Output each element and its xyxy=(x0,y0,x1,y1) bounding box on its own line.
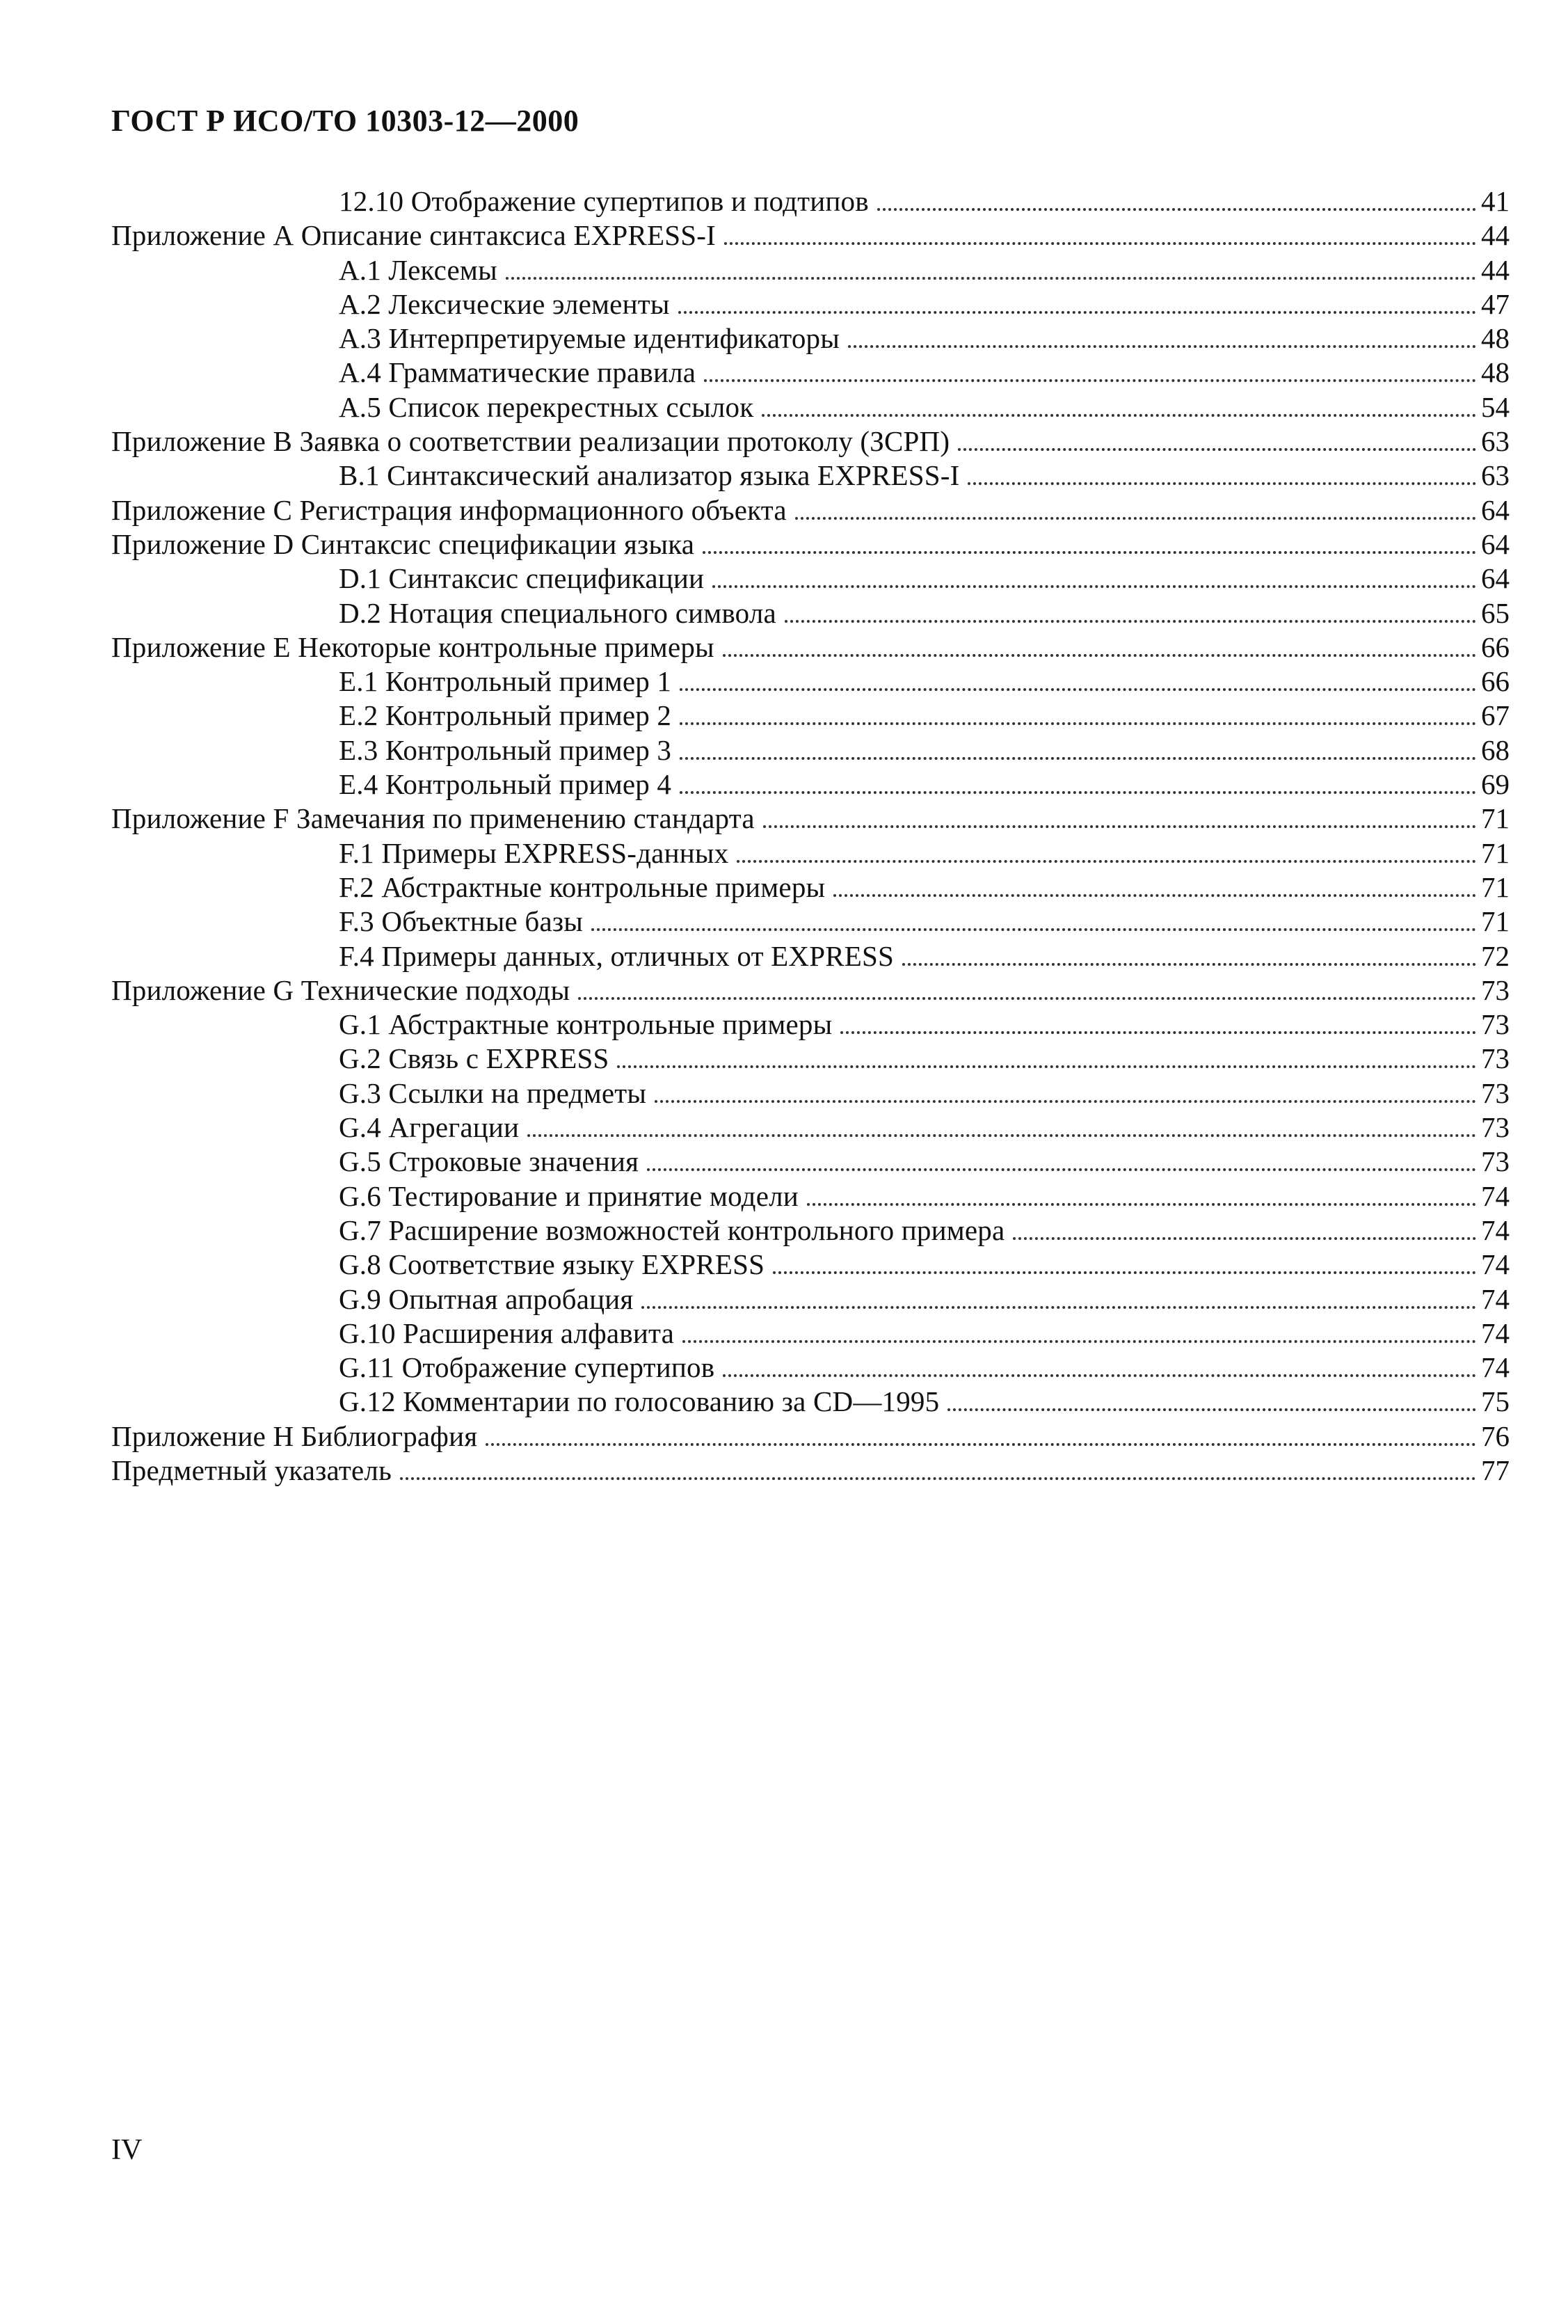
toc-entry-title: А.4 Грамматические правила xyxy=(339,356,696,389)
toc-entry-page: 44 xyxy=(1481,253,1510,286)
toc-entry-title: G.3 Ссылки на предметы xyxy=(339,1076,647,1109)
toc-entry-title: А.2 Лексические элементы xyxy=(339,287,670,320)
toc-entry xyxy=(111,596,1510,630)
toc-entry-page: 73 xyxy=(1481,1145,1510,1178)
toc-dot-leader xyxy=(506,277,1476,280)
toc-dot-leader xyxy=(724,242,1476,245)
toc-entry xyxy=(111,1419,1510,1454)
toc-entry-page: 48 xyxy=(1481,322,1510,355)
toc-entry-title: D.2 Нотация специального символа xyxy=(339,596,776,629)
toc-dot-leader xyxy=(833,894,1476,897)
toc-entry-page: 73 xyxy=(1481,1042,1510,1075)
toc-entry xyxy=(111,424,1510,459)
toc-entry xyxy=(111,836,1510,870)
toc-entry-page: 47 xyxy=(1481,287,1510,320)
toc-dot-leader xyxy=(400,1477,1476,1480)
toc-dot-leader xyxy=(1013,1237,1476,1240)
toc-entry-title: G.6 Тестирование и принятие модели xyxy=(339,1179,799,1212)
toc-entry-page: 73 xyxy=(1481,1111,1510,1144)
toc-entry xyxy=(111,562,1510,596)
toc-entry-title: В.1 Синтаксический анализатор языка EXPRESS-I xyxy=(339,459,960,492)
toc-dot-leader xyxy=(578,997,1476,1000)
toc-entry-title: А.3 Интерпретируемые идентификаторы xyxy=(339,322,840,355)
toc-entry-title: Приложение G Технические подходы xyxy=(111,973,570,1006)
toc-entry-page: 64 xyxy=(1481,562,1510,595)
toc-entry xyxy=(111,459,1510,493)
toc-dot-leader xyxy=(773,1271,1476,1274)
table-of-contents xyxy=(111,184,1510,1488)
toc-entry-title: Е.4 Контрольный пример 4 xyxy=(339,768,672,801)
toc-entry-page: 73 xyxy=(1481,1076,1510,1109)
toc-entry xyxy=(111,287,1510,321)
toc-entry-page: 48 xyxy=(1481,356,1510,389)
toc-dot-leader xyxy=(763,825,1476,828)
toc-entry-page: 71 xyxy=(1481,802,1510,835)
toc-dot-leader xyxy=(641,1306,1476,1309)
toc-entry-page: 41 xyxy=(1481,185,1510,217)
toc-entry xyxy=(111,356,1510,390)
toc-entry xyxy=(111,184,1510,218)
toc-dot-leader xyxy=(680,791,1476,794)
toc-entry-page: 77 xyxy=(1481,1454,1510,1486)
toc-entry-page: 64 xyxy=(1481,527,1510,560)
toc-entry-page: 75 xyxy=(1481,1385,1510,1418)
toc-entry-title: G.7 Расширение возможностей контрольного примера xyxy=(339,1213,1005,1246)
toc-entry xyxy=(111,802,1510,836)
toc-entry-page: 76 xyxy=(1481,1419,1510,1452)
toc-entry xyxy=(111,699,1510,733)
toc-dot-leader xyxy=(655,1100,1476,1103)
toc-entry-page: 64 xyxy=(1481,493,1510,526)
toc-entry-page: 68 xyxy=(1481,733,1510,766)
toc-entry-title: Е.1 Контрольный пример 1 xyxy=(339,665,672,698)
toc-entry xyxy=(111,1213,1510,1248)
toc-entry-title: Е.3 Контрольный пример 3 xyxy=(339,733,672,766)
toc-entry xyxy=(111,733,1510,767)
toc-entry xyxy=(111,321,1510,356)
toc-entry-page: 74 xyxy=(1481,1282,1510,1315)
toc-entry xyxy=(111,527,1510,562)
toc-entry-title: Предметный указатель xyxy=(111,1454,392,1486)
toc-dot-leader xyxy=(848,345,1476,348)
toc-entry-title: F.1 Примеры EXPRESS-данных xyxy=(339,836,729,869)
toc-entry-title: G.10 Расширения алфавита xyxy=(339,1316,675,1349)
toc-entry-page: 66 xyxy=(1481,665,1510,698)
toc-dot-leader xyxy=(703,551,1476,554)
toc-dot-leader xyxy=(486,1443,1476,1446)
toc-dot-leader xyxy=(785,620,1476,623)
toc-entry xyxy=(111,630,1510,664)
toc-entry xyxy=(111,1076,1510,1111)
toc-dot-leader xyxy=(877,208,1476,211)
document-header: ГОСТ Р ИСО/ТО 10303-12—2000 xyxy=(111,104,579,138)
toc-dot-leader xyxy=(682,1340,1476,1343)
toc-entry xyxy=(111,767,1510,802)
toc-entry xyxy=(111,1351,1510,1385)
toc-entry-title: Приложение С Регистрация информационного объекта xyxy=(111,493,787,526)
toc-entry-title: Приложение Е Некоторые контрольные примеры xyxy=(111,630,714,663)
toc-entry-title: Приложение А Описание синтаксиса EXPRESS-I xyxy=(111,219,716,252)
toc-entry-title: F.4 Примеры данных, отличных от EXPRESS xyxy=(339,939,894,972)
toc-entry-title: А.1 Лексемы xyxy=(339,253,497,286)
toc-entry-page: 66 xyxy=(1481,630,1510,663)
toc-entry-title: G.9 Опытная апробация xyxy=(339,1282,634,1315)
toc-dot-leader xyxy=(723,1374,1476,1377)
toc-entry-title: G.11 Отображение супертипов xyxy=(339,1351,715,1384)
toc-entry-title: G.1 Абстрактные контрольные примеры xyxy=(339,1008,833,1041)
toc-entry-title: G.5 Строковые значения xyxy=(339,1145,639,1178)
toc-dot-leader xyxy=(680,688,1476,691)
toc-dot-leader xyxy=(807,1203,1476,1206)
toc-entry-page: 73 xyxy=(1481,973,1510,1006)
toc-entry-page: 65 xyxy=(1481,596,1510,629)
toc-dot-leader xyxy=(723,654,1476,657)
toc-dot-leader xyxy=(795,517,1476,520)
toc-entry-page: 63 xyxy=(1481,459,1510,492)
toc-entry-page: 54 xyxy=(1481,390,1510,423)
toc-entry xyxy=(111,390,1510,424)
toc-entry-page: 69 xyxy=(1481,768,1510,801)
toc-entry-page: 74 xyxy=(1481,1213,1510,1246)
toc-entry-title: Приложение В Заявка о соответствии реализации протоколу (ЗСРП) xyxy=(111,425,950,458)
toc-entry xyxy=(111,1145,1510,1179)
toc-entry xyxy=(111,1008,1510,1042)
toc-dot-leader xyxy=(840,1031,1476,1034)
toc-entry xyxy=(111,253,1510,287)
toc-entry xyxy=(111,973,1510,1008)
toc-dot-leader xyxy=(680,757,1476,760)
toc-dot-leader xyxy=(591,928,1476,931)
toc-entry xyxy=(111,1111,1510,1145)
toc-entry-page: 71 xyxy=(1481,836,1510,869)
page-number: IV xyxy=(111,2134,143,2166)
toc-dot-leader xyxy=(968,482,1476,485)
toc-entry-page: 44 xyxy=(1481,219,1510,252)
toc-entry-title: D.1 Синтаксис спецификации xyxy=(339,562,705,595)
toc-dot-leader xyxy=(737,860,1476,863)
toc-entry xyxy=(111,1179,1510,1213)
toc-entry-title: G.2 Связь с EXPRESS xyxy=(339,1042,609,1075)
toc-dot-leader xyxy=(647,1168,1476,1171)
toc-entry-page: 74 xyxy=(1481,1179,1510,1212)
toc-entry-title: Приложение D Синтаксис спецификации языка xyxy=(111,527,695,560)
toc-entry-page: 72 xyxy=(1481,939,1510,972)
toc-entry-page: 74 xyxy=(1481,1248,1510,1281)
toc-entry xyxy=(111,1248,1510,1282)
toc-dot-leader xyxy=(712,585,1476,588)
toc-entry xyxy=(111,493,1510,527)
toc-entry xyxy=(111,870,1510,905)
toc-entry-page: 74 xyxy=(1481,1351,1510,1384)
toc-entry xyxy=(111,1454,1510,1488)
toc-dot-leader xyxy=(680,722,1476,725)
toc-dot-leader xyxy=(617,1065,1476,1068)
toc-dot-leader xyxy=(704,379,1476,382)
toc-dot-leader xyxy=(958,448,1476,451)
toc-entry-page: 67 xyxy=(1481,699,1510,732)
toc-entry-title: Приложение F Замечания по применению стандарта xyxy=(111,802,755,835)
toc-dot-leader xyxy=(678,311,1476,314)
toc-entry-page: 73 xyxy=(1481,1008,1510,1041)
toc-entry-title: 12.10 Отображение супертипов и подтипов xyxy=(339,185,869,217)
toc-entry xyxy=(111,939,1510,973)
toc-dot-leader xyxy=(902,963,1476,966)
toc-entry xyxy=(111,1316,1510,1351)
toc-entry-title: А.5 Список перекрестных ссылок xyxy=(339,390,754,423)
toc-entry-page: 63 xyxy=(1481,425,1510,458)
toc-entry-page: 71 xyxy=(1481,870,1510,903)
toc-entry-title: G.12 Комментарии по голосованию за CD—1995 xyxy=(339,1385,940,1418)
toc-entry-title: Е.2 Контрольный пример 2 xyxy=(339,699,672,732)
toc-dot-leader xyxy=(947,1408,1476,1411)
toc-entry xyxy=(111,1282,1510,1316)
toc-entry-page: 74 xyxy=(1481,1316,1510,1349)
toc-entry xyxy=(111,218,1510,253)
toc-entry-title: G.4 Агрегации xyxy=(339,1111,520,1144)
toc-entry xyxy=(111,1385,1510,1419)
toc-dot-leader xyxy=(527,1134,1476,1137)
toc-entry-title: F.3 Объектные базы xyxy=(339,905,583,938)
toc-entry-title: F.2 Абстрактные контрольные примеры xyxy=(339,870,826,903)
toc-entry-title: G.8 Соответствие языку EXPRESS xyxy=(339,1248,765,1281)
toc-entry-page: 71 xyxy=(1481,905,1510,938)
toc-entry xyxy=(111,905,1510,939)
toc-dot-leader xyxy=(762,414,1476,417)
toc-entry xyxy=(111,1042,1510,1076)
toc-entry-title: Приложение Н Библиография xyxy=(111,1419,478,1452)
toc-entry xyxy=(111,664,1510,699)
